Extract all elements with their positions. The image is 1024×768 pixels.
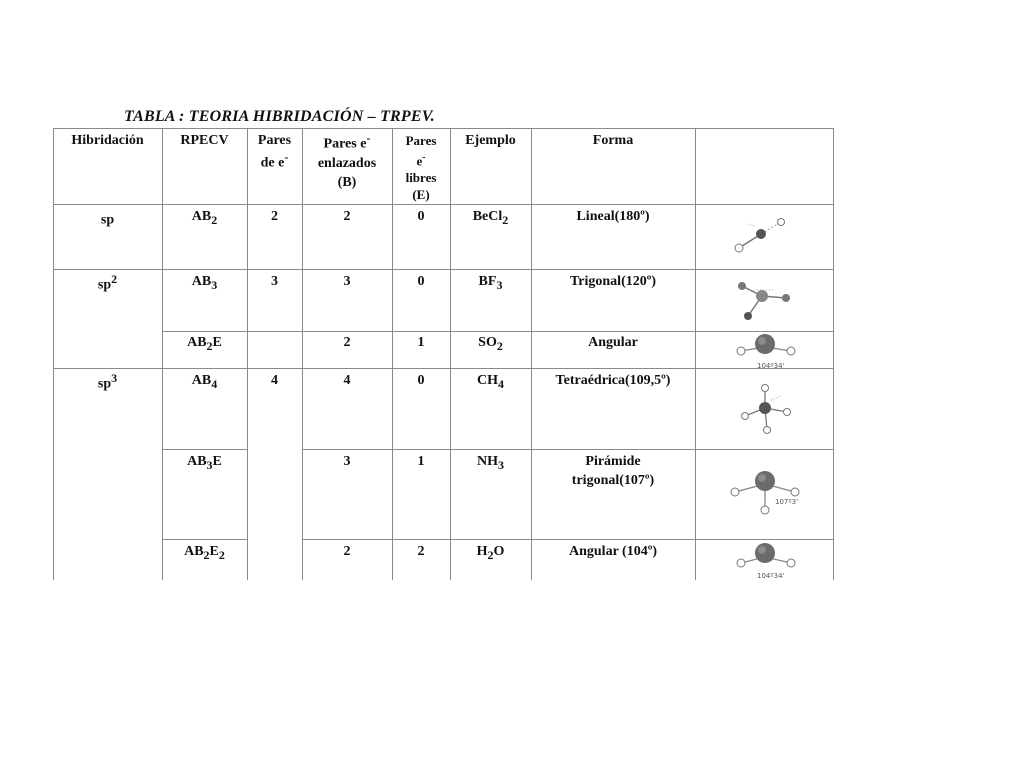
header-pares-de-e xyxy=(247,131,302,173)
header-ejemplo: Ejemplo xyxy=(465,133,516,148)
shape-line2: trigonal(107º) xyxy=(571,473,655,488)
header-lib-line3: libres xyxy=(405,170,437,186)
header-lib-line1: Pares xyxy=(405,133,437,148)
bonded-pairs-cell: 3 xyxy=(343,274,351,289)
header-enl-sup: - xyxy=(366,131,371,145)
rpecv-text: AB xyxy=(191,209,212,224)
angular-h2o-molecule-image xyxy=(733,539,813,580)
rpecv-text: AB xyxy=(187,335,207,350)
header-enl-line2: enlazados xyxy=(317,155,377,171)
pairs-sp3: 4 xyxy=(271,373,278,388)
header-forma: Forma xyxy=(592,133,634,148)
rpecv-sub: 3 xyxy=(211,277,218,292)
h2o-angle-label: 104º34' xyxy=(757,572,785,580)
example-cell xyxy=(450,542,531,563)
bonded-pairs-cell: 2 xyxy=(343,335,351,350)
shape-cell: Tetraédrica(109,5º) xyxy=(555,373,671,388)
hybridization-table xyxy=(53,128,834,580)
example-sub: 2 xyxy=(487,547,494,562)
header-pares-sup: - xyxy=(284,150,289,164)
header-enl-line1 xyxy=(302,131,392,154)
example-sub: 4 xyxy=(498,376,504,391)
header-lib-text: e xyxy=(416,153,423,169)
hyb-sp-text: sp xyxy=(100,212,115,228)
rpecv-cell xyxy=(162,272,247,293)
rpecv-text: AB xyxy=(184,544,204,559)
example-cell xyxy=(450,371,531,392)
bonded-pairs-cell: 4 xyxy=(343,373,351,388)
shape-cell: Angular xyxy=(588,335,638,350)
header-rpecv: RPECV xyxy=(180,133,229,148)
example-text: CH xyxy=(477,373,498,388)
header-hibridacion: Hibridación xyxy=(71,133,144,148)
rpecv-cell xyxy=(162,371,247,392)
lone-pairs-cell: 0 xyxy=(417,373,425,388)
bonded-pairs-cell: 3 xyxy=(343,454,351,469)
shape-line1: Pirámide xyxy=(585,454,641,469)
rpecv-mid: E xyxy=(209,544,219,559)
lone-pairs-cell: 2 xyxy=(417,544,425,559)
hyb-sp3-sup: 3 xyxy=(111,371,118,385)
linear-molecule-image xyxy=(725,214,805,260)
example-text: NH xyxy=(477,454,498,469)
example-cell xyxy=(450,207,531,228)
lone-pairs-cell: 0 xyxy=(417,274,425,289)
rpecv-tail-sub: 2 xyxy=(218,547,225,562)
rpecv-sub: 2 xyxy=(203,547,210,562)
rpecv-sub: 3 xyxy=(206,457,213,472)
trigonal-molecule-image xyxy=(728,274,808,326)
rpecv-mid: E xyxy=(212,335,222,350)
example-cell xyxy=(450,272,531,293)
rpecv-cell xyxy=(162,452,247,473)
rpecv-sub: 2 xyxy=(206,338,213,353)
bonded-pairs-cell: 2 xyxy=(343,544,351,559)
header-pares-line1: Pares xyxy=(257,133,292,148)
example-sub: 3 xyxy=(498,457,504,472)
header-lib-line4: (E) xyxy=(412,187,430,203)
header-pares-text: de e xyxy=(260,155,285,171)
header-lib-line2 xyxy=(392,149,450,169)
header-pares-libres xyxy=(392,132,450,203)
rpecv-text: AB xyxy=(191,373,212,388)
example-text: BF xyxy=(478,274,497,289)
hyb-sp2-text: sp xyxy=(97,277,112,293)
hyb-sp xyxy=(53,207,162,230)
so2-angle-label: 104º34' xyxy=(757,362,785,370)
example-sub: 2 xyxy=(496,338,503,353)
rpecv-cell xyxy=(162,207,247,228)
example-cell xyxy=(450,452,531,473)
lone-pairs-cell: 1 xyxy=(417,454,425,469)
example-tail: O xyxy=(493,544,505,559)
tetrahedral-molecule-image xyxy=(735,380,805,442)
pairs-sp2: 3 xyxy=(271,274,278,289)
header-enl-line3: (B) xyxy=(337,174,357,190)
rpecv-text: AB xyxy=(187,454,207,469)
hyb-sp3 xyxy=(53,371,162,394)
example-text: SO xyxy=(478,335,497,350)
example-text: H xyxy=(476,544,488,559)
lone-pairs-cell: 0 xyxy=(417,209,425,224)
shape-cell: Angular (104º) xyxy=(569,544,657,559)
rpecv-cell xyxy=(162,542,247,563)
angular-so2-molecule-image xyxy=(733,331,813,371)
example-sub: 3 xyxy=(496,277,503,292)
example-cell xyxy=(450,333,531,354)
shape-cell xyxy=(531,452,695,490)
pyramidal-molecule-image xyxy=(725,466,809,522)
example-text: BeCl xyxy=(472,209,503,224)
rpecv-sub: 2 xyxy=(211,212,218,227)
shape-cell: Lineal(180º) xyxy=(576,209,650,224)
example-sub: 2 xyxy=(502,212,509,227)
hyb-sp2 xyxy=(53,272,162,295)
header-lib-sup: - xyxy=(422,152,426,163)
pairs-sp: 2 xyxy=(271,209,278,224)
bonded-pairs-cell: 2 xyxy=(343,209,351,224)
lone-pairs-cell: 1 xyxy=(417,335,425,350)
hyb-sp2-sup: 2 xyxy=(111,272,118,286)
rpecv-text: AB xyxy=(191,274,212,289)
header-pares-enlazados xyxy=(302,131,392,192)
rpecv-mid: E xyxy=(212,454,222,469)
header-enl-text: Pares e xyxy=(323,136,367,152)
nh3-angle-label: 107º3' xyxy=(775,498,799,506)
rpecv-cell xyxy=(162,333,247,354)
header-pares-line2 xyxy=(247,150,302,173)
hyb-sp3-text: sp xyxy=(97,376,112,392)
shape-cell: Trigonal(120º) xyxy=(569,274,657,289)
rpecv-sub: 4 xyxy=(211,376,218,391)
table-title: TABLA : TEORIA HIBRIDACIÓN – TRPEV. xyxy=(124,108,435,125)
